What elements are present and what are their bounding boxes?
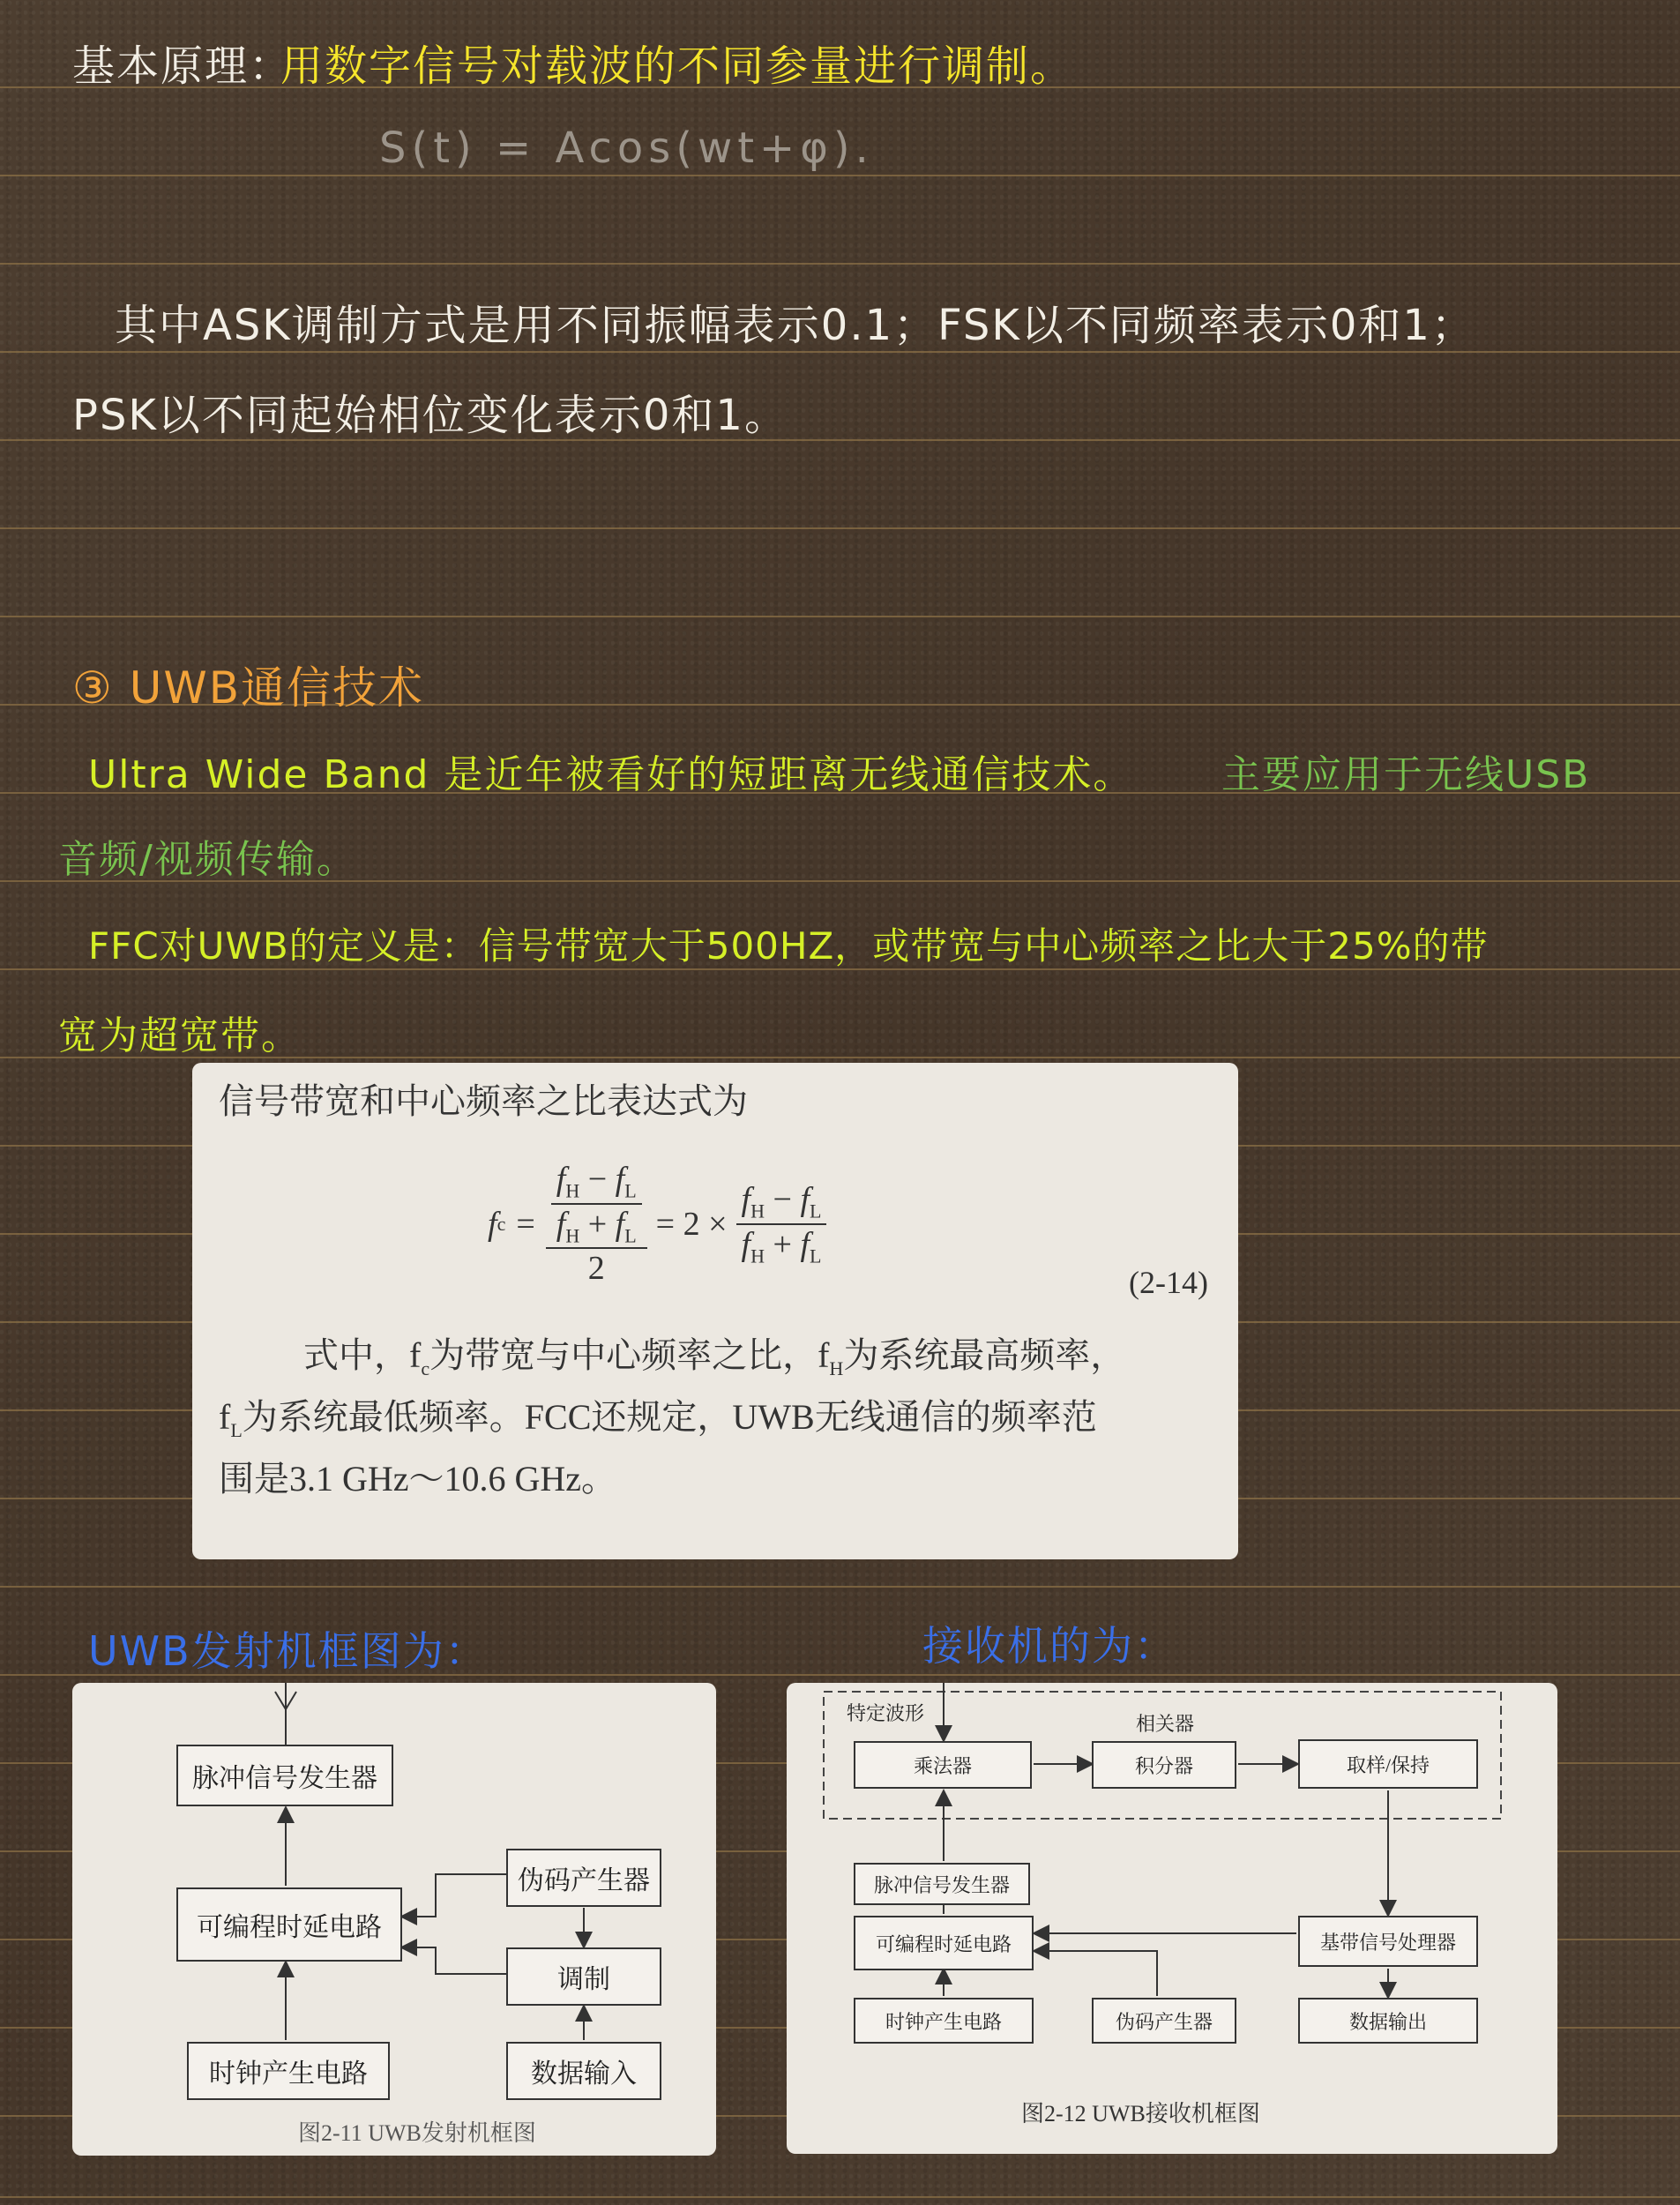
rx-diagram-title: 接收机的为：: [922, 1622, 1176, 1670]
rx-integrator: 积分器: [1092, 1741, 1236, 1789]
rx-programmable-delay: 可编程时延电路: [854, 1916, 1034, 1970]
book-intro: 信号带宽和中心频率之比表达式为: [219, 1081, 748, 1121]
book-explain-1: 式中，$f_c$为带宽与中心频率之比，$f_H$为系统最高频率，: [303, 1335, 1126, 1379]
rx-caption: 图2-12 UWB接收机框图: [1021, 2101, 1260, 2127]
basic-principle-text: 用数字信号对载波的不同参量进行调制。: [280, 41, 1075, 91]
rx-diagram-photo: [787, 1683, 1557, 2154]
book-explain-3: 围是3.1 GHz～10.6 GHz。: [219, 1459, 617, 1499]
rx-pulse-generator: 脉冲信号发生器: [854, 1863, 1030, 1905]
ffc-definition: FFC对UWB的定义是：信号带宽大于500HZ，或带宽与中心频率之比大于25%的带: [88, 924, 1489, 968]
psk-line: PSK以不同起始相位变化表示0和1。: [72, 391, 788, 440]
textbook-photo: [192, 1063, 1238, 1559]
rx-template-label: 特定波形: [847, 1702, 925, 1724]
tx-programmable-delay: 可编程时延电路: [176, 1887, 402, 1962]
uwb-application-cont: 音频/视频传输。: [58, 837, 357, 882]
rx-pn-generator: 伪码产生器: [1092, 1998, 1236, 2044]
tx-pulse-generator: 脉冲信号发生器: [176, 1745, 393, 1806]
tx-clock-circuit: 时钟产生电路: [187, 2042, 390, 2100]
rx-sample-hold: 取样/保持: [1298, 1739, 1478, 1789]
uwb-heading: ③ UWB通信技术: [72, 662, 425, 714]
book-explain-2: $f_L$为系统最低频率。FCC还规定，UWB无线通信的频率范: [219, 1397, 1097, 1441]
uwb-application: 主要应用于无线USB: [1221, 752, 1591, 797]
uwb-description: Ultra Wide Band 是近年被看好的短距离无线通信技术。: [88, 752, 1134, 797]
ask-fsk-line: 其中ASK调制方式是用不同振幅表示0.1；FSK以不同频率表示0和1；: [115, 301, 1475, 350]
tx-caption: 图2-11 UWB发射机框图: [298, 2120, 536, 2146]
bandwidth-equation: f c = $\frac{\frac{f_H - f_L}{f_H + f_L}}{2}$ = 2 × $\frac{f_H - f_L}{f_H + f_L}$: [488, 1160, 826, 1288]
basic-principle-label: 基本原理：: [72, 41, 294, 91]
tx-modulator: 调制: [506, 1947, 661, 2006]
rx-multiplier: 乘法器: [854, 1741, 1032, 1789]
rx-correlator-label: 相关器: [1136, 1713, 1195, 1735]
carrier-formula: S(t) = Acos(wt+φ).: [379, 123, 874, 173]
rx-clock-circuit: 时钟产生电路: [854, 1998, 1034, 2044]
tx-diagram-title: UWB发射机框图为：: [88, 1627, 488, 1675]
tx-diagram-photo: [72, 1683, 716, 2156]
rx-data-output: 数据输出: [1298, 1998, 1478, 2044]
rx-baseband-processor: 基带信号处理器: [1298, 1916, 1478, 1967]
ffc-definition-cont: 宽为超宽带。: [58, 1013, 302, 1058]
tx-data-input: 数据输入: [506, 2042, 661, 2100]
equation-number: (2-14): [1129, 1265, 1208, 1300]
tx-pn-generator: 伪码产生器: [506, 1849, 661, 1907]
